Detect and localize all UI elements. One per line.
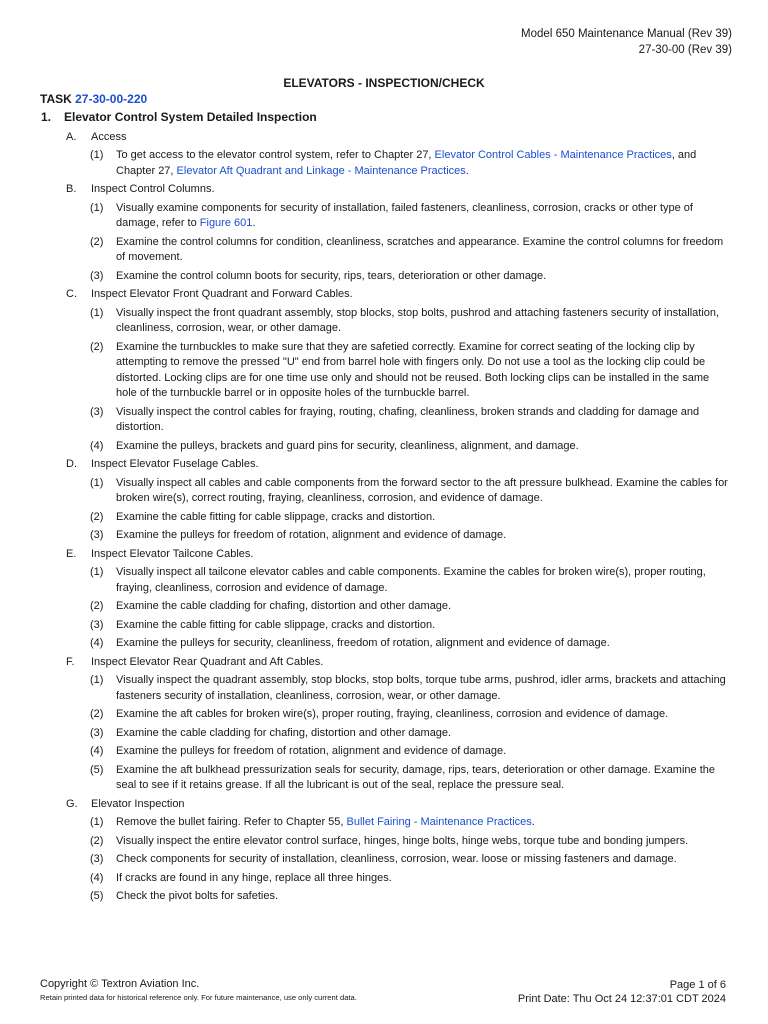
step-item	[90, 565, 730, 596]
step-text-segment: , and Chapter 27,	[116, 149, 697, 177]
subsection-letter: E.	[66, 547, 77, 560]
step-item	[90, 744, 730, 760]
step-text-segment: Check components for security of installation, cleanliness, corrosion, wear. loose or missing fasteners and damage.	[116, 853, 677, 865]
step-item	[90, 599, 730, 615]
step-number: (2)	[90, 340, 104, 353]
task-heading	[40, 92, 147, 106]
subsection-title: Elevator Inspection	[91, 797, 185, 810]
step-item	[90, 405, 730, 436]
step-text-segment: Examine the turnbuckles to make sure that they are safetied correctly. Examine for correct seating of the locking clip by attempting to remove the pressed "U" end from barrel hole with fingers only. Do not use a tool as the locking clip could be distorted. Locking clips are for one time use only and should not be reused. Both locking clips can be installed in the same hole of the turnbuckle barrel or in opposite holes of the turnbuckle barrel.	[116, 340, 710, 399]
step-text-segment: Examine the cable cladding for chafing, distortion and other damage.	[116, 726, 452, 739]
step-text-segment: Examine the cable cladding for chafing, distortion and other damage.	[116, 600, 452, 612]
subsection-heading	[66, 547, 768, 563]
step-number: (2)	[90, 834, 104, 847]
step-number: (3)	[90, 405, 104, 418]
subsection-title: Access	[91, 130, 127, 143]
page-number: Page 1 of 6	[669, 979, 726, 991]
step-item	[90, 707, 730, 723]
step-item	[90, 306, 730, 337]
step-text-segment: Visually inspect the front quadrant assembly, stop blocks, stop bolts, pushrod and attaching fasteners security of installation, cleanliness, corrosion, wear, or other damage.	[116, 306, 720, 334]
step-text	[116, 618, 730, 634]
subsection-letter: B.	[66, 183, 77, 195]
step-item	[90, 439, 730, 455]
step-text-segment: Visually inspect the entire elevator control surface, hinges, hinge bolts, hinge webs, torque tube and bonding jumpers.	[116, 834, 689, 847]
subsection-title: Inspect Elevator Fuselage Cables.	[91, 458, 259, 470]
step-text-segment: .	[465, 164, 469, 177]
step-item	[90, 148, 730, 179]
step-number: (1)	[90, 201, 104, 214]
step-text-segment: Examine the control columns for condition, cleanliness, scratches and appearance. Examine the control columns for freedom of movement.	[116, 235, 724, 263]
step-text	[116, 439, 730, 455]
subsection-title: Inspect Elevator Front Quadrant and Forward Cables.	[91, 288, 353, 300]
step-number: (1)	[90, 476, 104, 489]
copyright-text: Copyright © Textron Aviation Inc.	[40, 978, 200, 990]
section-heading	[41, 110, 768, 126]
reference-link[interactable]: Elevator Aft Quadrant and Linkage - Maintenance Practices	[176, 164, 466, 177]
subsection-letter: G.	[66, 797, 78, 810]
step-text-segment: Examine the aft cables for broken wire(s), proper routing, fraying, cleanliness, corrosion and evidence of damage.	[116, 708, 669, 720]
subsection-title: Inspect Elevator Tailcone Cables.	[91, 547, 254, 560]
step-text-segment: Remove the bullet fairing. Refer to Chapter 55,	[116, 816, 347, 828]
step-text-segment: Examine the pulleys for security, cleanliness, freedom of rotation, alignment and evidence of damage.	[116, 637, 610, 649]
step-item	[90, 852, 730, 868]
subsection-heading	[66, 797, 768, 813]
step-text	[116, 528, 730, 544]
step-item	[90, 726, 730, 742]
step-text-segment: To get access to the elevator control system, refer to Chapter 27,	[116, 149, 435, 161]
chapter-revision: 27-30-00 (Rev 39)	[638, 44, 732, 56]
step-text	[116, 744, 730, 760]
step-text	[116, 636, 730, 652]
step-item	[90, 636, 730, 652]
step-number: (1)	[90, 149, 104, 161]
task-content	[0, 110, 768, 905]
step-number: (2)	[90, 235, 104, 248]
step-number: (3)	[90, 529, 104, 541]
step-text	[116, 510, 730, 526]
section-title: Elevator Control System Detailed Inspection	[64, 110, 317, 124]
subsection-heading	[66, 655, 768, 671]
footer-right	[518, 978, 726, 1006]
step-item	[90, 673, 730, 704]
step-number: (1)	[90, 566, 104, 578]
step-text	[116, 726, 730, 742]
step-text	[116, 871, 730, 887]
page-title: ELEVATORS - INSPECTION/CHECK	[283, 76, 485, 90]
step-number: (3)	[90, 726, 104, 739]
step-text	[116, 834, 730, 850]
step-item	[90, 201, 730, 232]
subsection-letter: A.	[66, 130, 77, 143]
subsection-letter: C.	[66, 288, 77, 300]
step-text	[116, 815, 730, 831]
step-text-segment: Check the pivot bolts for safeties.	[116, 890, 279, 902]
step-text	[116, 889, 730, 905]
step-number: (3)	[90, 853, 104, 865]
step-item	[90, 834, 730, 850]
step-number: (2)	[90, 510, 104, 523]
reference-link[interactable]: Bullet Fairing - Maintenance Practices	[346, 816, 532, 828]
manual-title: Model 650 Maintenance Manual (Rev 39)	[521, 28, 732, 40]
subsection-list	[0, 130, 768, 905]
reference-link[interactable]: Elevator Control Cables - Maintenance Practices	[434, 149, 672, 161]
step-text	[116, 405, 730, 436]
subsection-heading	[66, 287, 768, 303]
step-number: (4)	[90, 637, 104, 649]
subsection-title: Inspect Elevator Rear Quadrant and Aft Cables.	[91, 655, 324, 668]
step-text	[116, 852, 730, 868]
step-text-segment: Visually examine components for security of installation, failed fasteners, cleanliness, corrosion, cracks or other type of damage, refer to	[116, 201, 693, 229]
step-number: (2)	[90, 708, 104, 720]
step-text	[116, 476, 730, 507]
step-text	[116, 340, 730, 402]
step-text-segment: .	[252, 217, 256, 229]
reference-link[interactable]: Figure 601	[199, 217, 253, 229]
subsection-heading	[66, 182, 768, 198]
subsection-letter: D.	[66, 458, 77, 470]
subsection-heading	[66, 457, 768, 473]
step-number: (3)	[90, 269, 104, 282]
footer-left	[40, 978, 357, 1002]
page-header	[521, 26, 732, 58]
step-text-segment: Examine the pulleys for freedom of rotation, alignment and evidence of damage.	[116, 529, 507, 541]
step-number: (1)	[90, 674, 104, 686]
step-item	[90, 618, 730, 634]
step-text	[116, 707, 730, 723]
step-item	[90, 528, 730, 544]
step-number: (4)	[90, 745, 104, 757]
step-item	[90, 815, 730, 831]
step-text	[116, 235, 730, 266]
step-text-segment: Visually inspect the control cables for fraying, routing, chafing, cleanliness, broken strands and cladding for damage and distortion.	[116, 405, 700, 433]
step-text-segment: .	[531, 816, 535, 828]
subsection-heading	[66, 130, 768, 146]
step-number: (5)	[90, 890, 104, 902]
step-item	[90, 871, 730, 887]
step-text-segment: Examine the aft bulkhead pressurization seals for security, damage, rips, tears, deterioration or other damage. Examine the seal to see if it retains grease. If all the lubricant is out of the seal, replace the pressure seal.	[116, 763, 715, 791]
step-text-segment: Visually inspect the quadrant assembly, stop blocks, stop bolts, torque tube arms, pushrod, idler arms, brackets and attaching fasteners security of installation, cleanliness, corrosion, wear, or other damage.	[116, 674, 726, 702]
step-text-segment: If cracks are found in any hinge, replace all three hinges.	[116, 871, 392, 884]
step-number: (3)	[90, 618, 104, 631]
step-item	[90, 269, 730, 285]
subsection-letter: F.	[66, 655, 75, 668]
task-label: TASK	[40, 92, 76, 106]
step-text	[116, 306, 730, 337]
step-text-segment: Examine the pulleys for freedom of rotation, alignment and evidence of damage.	[116, 745, 507, 757]
retain-note: Retain printed data for historical reference only. For future maintenance, use only current data.	[40, 993, 357, 1002]
step-number: (1)	[90, 816, 104, 828]
section-number: 1.	[41, 110, 52, 124]
print-date: Print Date: Thu Oct 24 12:37:01 CDT 2024	[517, 993, 726, 1005]
step-text-segment: Examine the cable fitting for cable slippage, cracks and distortion.	[116, 618, 436, 631]
step-number: (1)	[90, 306, 104, 319]
step-text	[116, 599, 730, 615]
step-item	[90, 763, 730, 794]
step-item	[90, 510, 730, 526]
step-text	[116, 565, 730, 596]
step-text-segment: Visually inspect all cables and cable components from the forward sector to the aft pressure bulkhead. Examine the cables for broken wire(s), correct routing, fraying, cleanliness, corrosion, and evidence of damage.	[116, 476, 728, 504]
step-text-segment: Examine the cable fitting for cable slippage, cracks and distortion.	[116, 510, 436, 523]
task-number-link[interactable]: 27-30-00-220	[75, 92, 148, 106]
step-number: (2)	[90, 600, 104, 612]
step-number: (4)	[90, 439, 104, 452]
step-text	[116, 201, 730, 232]
step-text	[116, 673, 730, 704]
step-number: (5)	[90, 763, 104, 776]
step-item	[90, 889, 730, 905]
subsection-title: Inspect Control Columns.	[91, 183, 215, 195]
step-text-segment: Examine the control column boots for security, rips, tears, deterioration or other damage.	[116, 269, 547, 282]
step-item	[90, 476, 730, 507]
step-text-segment: Visually inspect all tailcone elevator cables and cable components. Examine the cables for broken wire(s), proper routing, fraying, cleanliness, corrosion and evidence of damage.	[116, 566, 706, 594]
step-number: (4)	[90, 871, 104, 884]
step-text	[116, 763, 730, 794]
step-item	[90, 235, 730, 266]
step-item	[90, 340, 730, 402]
step-text	[116, 269, 730, 285]
step-text-segment: Examine the pulleys, brackets and guard pins for security, cleanliness, alignment, and damage.	[116, 439, 579, 452]
step-text	[116, 148, 730, 179]
